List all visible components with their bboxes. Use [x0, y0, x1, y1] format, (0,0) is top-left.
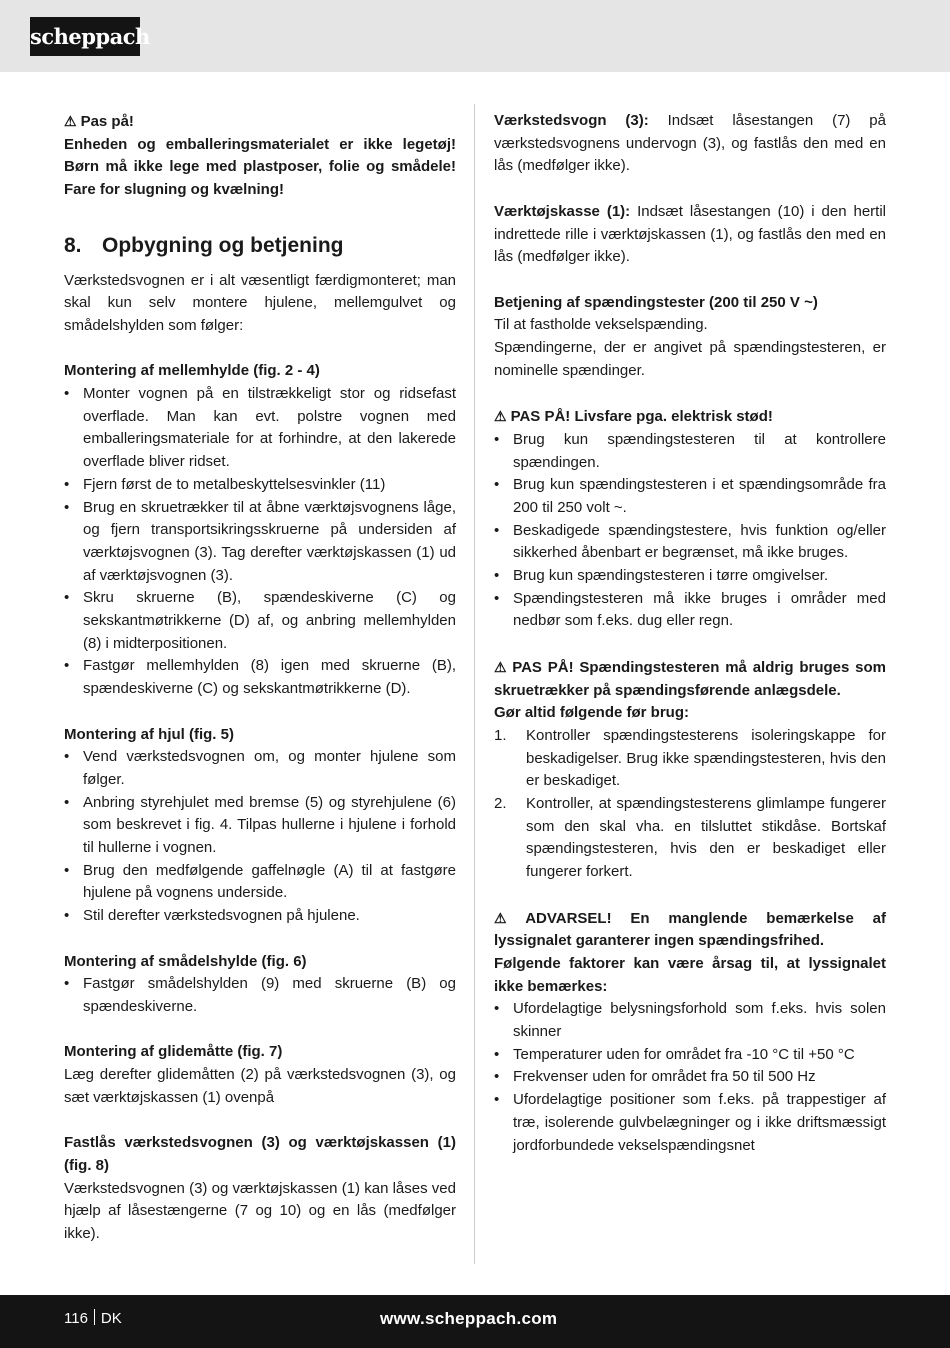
skruetraekker-heading: ⚠ PAS PÅ! Spændingstesteren må aldrig bruges som skruetrækker på spændingsførende anlægsdele.: [494, 658, 886, 699]
list-item: • Fjern først de to metalbeskyttelsesvinkler (11): [64, 474, 456, 497]
list-item: • Brug en skruetrækker til at åbne værktøjsvognens låge, og fjern transportsikringsskruerne på undersiden af værktøjsvognen (3). Tag derefter værktøjskassen (1) ud af værktøjsvognen (3).: [64, 497, 456, 588]
kasse-paragraph: Værktøjskasse (1): Indsæt låsestangen (10) i den hertil indrettede rille i værktøjskassen (1), og fastlås den med en lås (medfølger ikke).: [494, 202, 886, 266]
hjul-list: [64, 746, 456, 928]
right-column: [494, 110, 886, 1157]
warning-triangle-icon: ⚠: [494, 658, 509, 675]
skruetraekker-subheading: Gør altid følgende før brug:: [494, 704, 689, 722]
list-item: • Fastgør mellemhylden (8) igen med skruerne (B), spændeskiverne (C) og sekskantmøtrikkerne (D).: [64, 655, 456, 700]
betjening-line2: Spændingerne, der er angivet på spændingstesteren, er nominelle spændinger.: [494, 339, 886, 379]
skruetraekker-list: [494, 725, 886, 884]
warning-triangle-icon: ⚠: [64, 113, 77, 129]
logo-text: scheppach: [30, 24, 150, 49]
section-title: Opbygning og betjening: [102, 233, 344, 257]
section-number: 8.: [64, 233, 82, 257]
list-item: • Skru skruerne (B), spændeskiverne (C) og sekskantmøtrikkerne (D) af, og anbring mellemhylden (8) i midterpositionen.: [64, 587, 456, 655]
list-item: • Brug kun spændingstesteren i tørre omgivelser.: [494, 565, 886, 588]
glidemaatte-heading: Montering af glidemåtte (fig. 7): [64, 1043, 283, 1061]
language-code: DK: [100, 1310, 122, 1327]
list-item: • Ufordelagtige belysningsforhold som f.eks. hvis solen skinner: [494, 998, 886, 1043]
list-item: • Vend værkstedsvognen om, og monter hjulene som følger.: [64, 746, 456, 791]
livsfare-heading: ⚠ PAS PÅ! Livsfare pga. elektrisk stød!: [494, 408, 773, 426]
footer-separator: [94, 1309, 95, 1325]
list-item: • Temperaturer uden for området fra -10 °C til +50 °C: [494, 1044, 886, 1067]
list-item: • Spændingstesteren må ikke bruges i områder med nedbør som f.eks. dug eller regn.: [494, 588, 886, 633]
fastlaas-heading: Fastlås værkstedsvognen (3) og værktøjskassen (1) (fig. 8): [64, 1134, 456, 1174]
warning-triangle-icon: ⚠: [494, 909, 522, 926]
vogn-paragraph: Værkstedsvogn (3): Indsæt låsestangen (7) på værkstedsvognens undervogn (3), og fastlås den med en lås (medfølger ikke).: [494, 112, 886, 175]
betjening-heading: Betjening af spændingstester (200 til 250 V ~): [494, 293, 818, 311]
header-bar: [0, 0, 950, 72]
list-item: • Frekvenser uden for området fra 50 til 500 Hz: [494, 1066, 886, 1089]
list-item: • Brug den medfølgende gaffelnøgle (A) til at fastgøre hjulene på vognens underside.: [64, 860, 456, 905]
smaadelshylde-heading: Montering af smådelshylde (fig. 6): [64, 952, 307, 970]
smaadelshylde-list: [64, 973, 456, 1018]
list-item: • Brug kun spændingstesteren i et spændingsområde fra 200 til 250 volt ~.: [494, 474, 886, 519]
mellemhylde-heading: Montering af mellemhylde (fig. 2 - 4): [64, 362, 320, 380]
column-divider: [474, 104, 475, 1264]
left-column: [64, 110, 456, 1246]
glidemaatte-text: Læg derefter glidemåtten (2) på værkstedsvognen (3), og sæt værktøjskassen (1) ovenpå: [64, 1066, 456, 1106]
advarsel-subheading: Følgende faktorer kan være årsag til, at lyssignalet ikke bemærkes:: [494, 954, 886, 995]
warning-triangle-icon: ⚠: [494, 408, 507, 425]
betjening-line1: Til at fastholde vekselspænding.: [494, 316, 708, 334]
scheppach-logo: [30, 17, 150, 56]
mellemhylde-list: [64, 383, 456, 701]
list-item: • Monter vognen på en tilstrækkeligt stor og ridsefast overflade. Man kan evt. polstre vognen med emballeringsmateriale for at forhindre, at den lakerede overflade bliver ridset.: [64, 383, 456, 474]
livsfare-list: [494, 429, 886, 633]
advarsel-heading: ⚠ ADVARSEL! En manglende bemærkelse af lyssignalet garanterer ingen spændingsfrihed.: [494, 909, 886, 950]
list-item: 1. Kontroller spændingstesterens isoleringskappe for beskadigelser. Brug ikke spændingstesteren, hvis den er beskadiget.: [494, 726, 886, 790]
page-number: 116: [64, 1310, 88, 1327]
list-item: • Anbring styrehjulet med bremse (5) og styrehjulene (6) som beskrevet i fig. 4. Tilpas hullerne i hjulene i forhold til hullerne i vognen.: [64, 792, 456, 860]
footer-bar: [0, 1295, 950, 1348]
advarsel-list: [494, 998, 886, 1157]
fastlaas-text: Værkstedsvognen (3) og værktøjskassen (1) kan låses ved hjælp af låsestængerne (7 og 10) og en lås (medfølger ikke).: [64, 1179, 456, 1242]
list-item: • Brug kun spændingstesteren til at kontrollere spændingen.: [494, 429, 886, 474]
warning-text: Enheden og emballeringsmaterialet er ikke legetøj! Børn må ikke lege med plastposer, folie og smådele! Fare for slugning og kvælning!: [64, 135, 456, 199]
list-item: • Stil derefter værkstedsvognen på hjulene.: [64, 905, 456, 928]
list-item: • Fastgør smådelshylden (9) med skruerne (B) og spændeskiverne.: [64, 973, 456, 1018]
list-item: • Ufordelagtige positioner som f.eks. på trappestiger af træ, isolerende gulvbelægninger og i ikke driftsmæssigt jordforbundede vekselspændingsnet: [494, 1089, 886, 1157]
list-item: 2. Kontroller, at spændingstesterens glimlampe fungerer som den skal vha. en tilsluttet stikdåse. Bortskaf spændingstesteren, hvis den er beskadiget eller fungerer forkert.: [494, 795, 886, 881]
section-heading: [64, 225, 456, 270]
section-intro: Værkstedsvognen er i alt væsentligt færdigmonteret; man skal kun selv montere hjulene, mellemgulvet og smådelshylden som følger:: [64, 271, 456, 334]
list-item: • Beskadigede spændingstestere, hvis funktion og/eller sikkerhed åbenbart er begrænset, må ikke bruges.: [494, 520, 886, 565]
warning-title: ⚠ Pas på!: [64, 113, 134, 130]
website-url[interactable]: www.scheppach.com: [380, 1309, 558, 1328]
page-indicator: [64, 1295, 122, 1342]
hjul-heading: Montering af hjul (fig. 5): [64, 725, 234, 743]
